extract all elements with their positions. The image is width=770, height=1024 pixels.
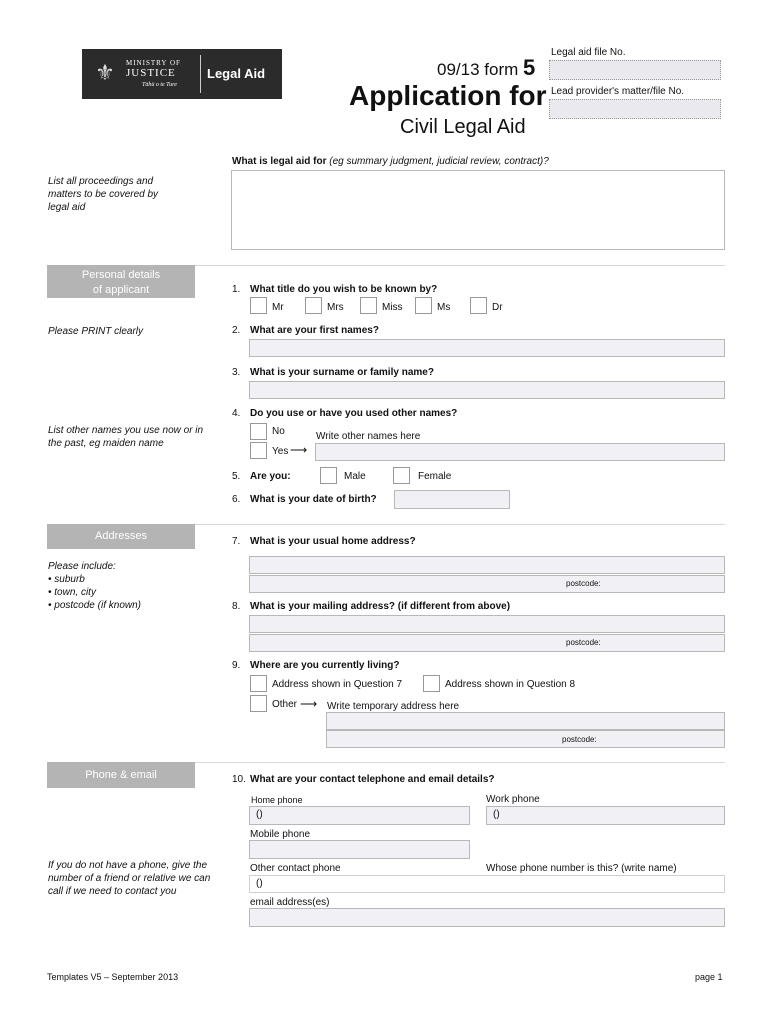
logo-justice-text: JUSTICE bbox=[126, 67, 176, 79]
q3-text: What is your surname or family name? bbox=[250, 367, 434, 378]
whose-phone-label: Whose phone number is this? (write name) bbox=[486, 863, 677, 874]
email-label: email address(es) bbox=[250, 897, 330, 908]
living-other-checkbox[interactable] bbox=[250, 695, 267, 712]
section-separator bbox=[195, 265, 725, 266]
living-q7-label: Address shown in Question 7 bbox=[272, 679, 403, 690]
living-q8-label: Address shown in Question 8 bbox=[445, 679, 576, 690]
first-names-field[interactable] bbox=[249, 339, 725, 357]
section-separator bbox=[195, 524, 725, 525]
no-phone-note: If you do not have a phone, give the number of a friend or relative we can call if we need to contact you bbox=[48, 860, 211, 897]
legal-aid-side-note: List all proceedings and matters to be covered by legal aid bbox=[48, 176, 159, 213]
section-phone-email: Phone & email bbox=[47, 762, 195, 788]
q2-number: 2. bbox=[232, 325, 241, 336]
print-clearly-note: Please PRINT clearly bbox=[48, 326, 144, 337]
other-names-field[interactable] bbox=[315, 443, 725, 461]
section-separator bbox=[195, 762, 725, 763]
q9-number: 9. bbox=[232, 660, 241, 671]
q2-text: What are your first names? bbox=[250, 325, 379, 336]
footer-page-number: page 1 bbox=[695, 972, 723, 982]
crest-icon: ⚜ bbox=[95, 61, 115, 86]
title-mrs-label: Mrs bbox=[327, 302, 344, 313]
work-phone-field[interactable]: () bbox=[486, 806, 725, 825]
q6-number: 6. bbox=[232, 494, 241, 505]
mailing-postcode-label: postcode: bbox=[566, 638, 601, 647]
sex-female-checkbox[interactable] bbox=[393, 467, 410, 484]
logo-legal-aid: Legal Aid bbox=[207, 66, 266, 81]
other-names-no-checkbox[interactable] bbox=[250, 423, 267, 440]
legal-aid-for-field[interactable] bbox=[231, 170, 725, 250]
other-names-note: List other names you use now or in the past, eg maiden name bbox=[48, 425, 204, 449]
q5-number: 5. bbox=[232, 471, 241, 482]
title-ms-label: Ms bbox=[437, 302, 451, 313]
form-code: 09/13 form 5 bbox=[437, 55, 536, 80]
mobile-phone-label: Mobile phone bbox=[250, 829, 311, 840]
provider-file-label: Lead provider's matter/file No. bbox=[551, 86, 685, 97]
q1-text: What title do you wish to be known by? bbox=[250, 284, 438, 295]
logo-divider bbox=[200, 55, 201, 93]
q10-number: 10. bbox=[232, 774, 246, 785]
provider-file-field[interactable] bbox=[549, 99, 721, 119]
work-phone-label: Work phone bbox=[486, 794, 540, 805]
home-address-line1[interactable] bbox=[249, 556, 725, 574]
surname-field[interactable] bbox=[249, 381, 725, 399]
write-other-names-label: Write other names here bbox=[316, 431, 421, 442]
q5-text: Are you: bbox=[250, 471, 291, 482]
file-no-label: Legal aid file No. bbox=[551, 47, 626, 58]
other-names-no-label: No bbox=[272, 426, 285, 437]
living-other-label: Other bbox=[272, 699, 298, 710]
q10-text: What are your contact telephone and email details? bbox=[250, 774, 495, 785]
temporary-address-label: Write temporary address here bbox=[327, 701, 460, 712]
living-q7-checkbox[interactable] bbox=[250, 675, 267, 692]
page-subtitle: Civil Legal Aid bbox=[400, 116, 526, 138]
logo-tagline: Tāhū o te Ture bbox=[142, 82, 177, 88]
address-include-note: Please include: • suburb • town, city • postcode (if known) bbox=[48, 561, 141, 611]
sex-male-label: Male bbox=[344, 471, 366, 482]
temporary-address-line1[interactable] bbox=[326, 712, 725, 730]
arrow-right-icon: ⟶ bbox=[300, 697, 318, 711]
q4-number: 4. bbox=[232, 408, 241, 419]
title-mrs-checkbox[interactable] bbox=[305, 297, 322, 314]
arrow-right-icon: ⟶ bbox=[290, 443, 308, 457]
q9-text: Where are you currently living? bbox=[250, 660, 400, 671]
home-address-line2[interactable] bbox=[249, 575, 725, 593]
date-of-birth-field[interactable] bbox=[394, 490, 510, 509]
mailing-address-line1[interactable] bbox=[249, 615, 725, 633]
ministry-logo bbox=[82, 49, 282, 99]
living-q8-checkbox[interactable] bbox=[423, 675, 440, 692]
title-miss-checkbox[interactable] bbox=[360, 297, 377, 314]
title-ms-checkbox[interactable] bbox=[415, 297, 432, 314]
legal-aid-for-question: What is legal aid for (eg summary judgment, judicial review, contract)? bbox=[232, 156, 549, 167]
home-phone-label: Home phone bbox=[251, 795, 303, 805]
q8-number: 8. bbox=[232, 601, 241, 612]
logo-ministry-text: MINISTRY OF bbox=[126, 59, 181, 67]
q4-text: Do you use or have you used other names? bbox=[250, 408, 458, 419]
section-personal-details: Personal details of applicant bbox=[47, 265, 195, 298]
q1-number: 1. bbox=[232, 284, 241, 295]
home-postcode-label: postcode: bbox=[566, 579, 601, 588]
page-title: Application for bbox=[349, 80, 547, 111]
q7-number: 7. bbox=[232, 536, 241, 547]
sex-male-checkbox[interactable] bbox=[320, 467, 337, 484]
home-phone-field[interactable]: () bbox=[249, 806, 470, 825]
mailing-address-line2[interactable] bbox=[249, 634, 725, 652]
other-contact-phone-field[interactable]: () bbox=[249, 875, 725, 893]
title-dr-checkbox[interactable] bbox=[470, 297, 487, 314]
other-contact-phone-label: Other contact phone bbox=[250, 863, 341, 874]
title-mr-checkbox[interactable] bbox=[250, 297, 267, 314]
title-miss-label: Miss bbox=[382, 302, 403, 313]
temporary-postcode-label: postcode: bbox=[562, 735, 597, 744]
q7-text: What is your usual home address? bbox=[250, 536, 416, 547]
footer-template-version: Templates V5 – September 2013 bbox=[47, 972, 179, 982]
q8-text: What is your mailing address? (if different from above) bbox=[250, 601, 511, 612]
temporary-address-line2[interactable] bbox=[326, 730, 725, 748]
mobile-phone-field[interactable] bbox=[249, 840, 470, 859]
title-mr-label: Mr bbox=[272, 302, 284, 313]
other-names-yes-checkbox[interactable] bbox=[250, 442, 267, 459]
q6-text: What is your date of birth? bbox=[250, 494, 377, 505]
other-names-yes-label: Yes bbox=[272, 446, 289, 457]
email-field[interactable] bbox=[249, 908, 725, 927]
file-no-field[interactable] bbox=[549, 60, 721, 80]
sex-female-label: Female bbox=[418, 471, 452, 482]
title-dr-label: Dr bbox=[492, 302, 503, 313]
form-number: 5 bbox=[523, 55, 536, 80]
section-addresses: Addresses bbox=[47, 524, 195, 549]
q3-number: 3. bbox=[232, 367, 241, 378]
